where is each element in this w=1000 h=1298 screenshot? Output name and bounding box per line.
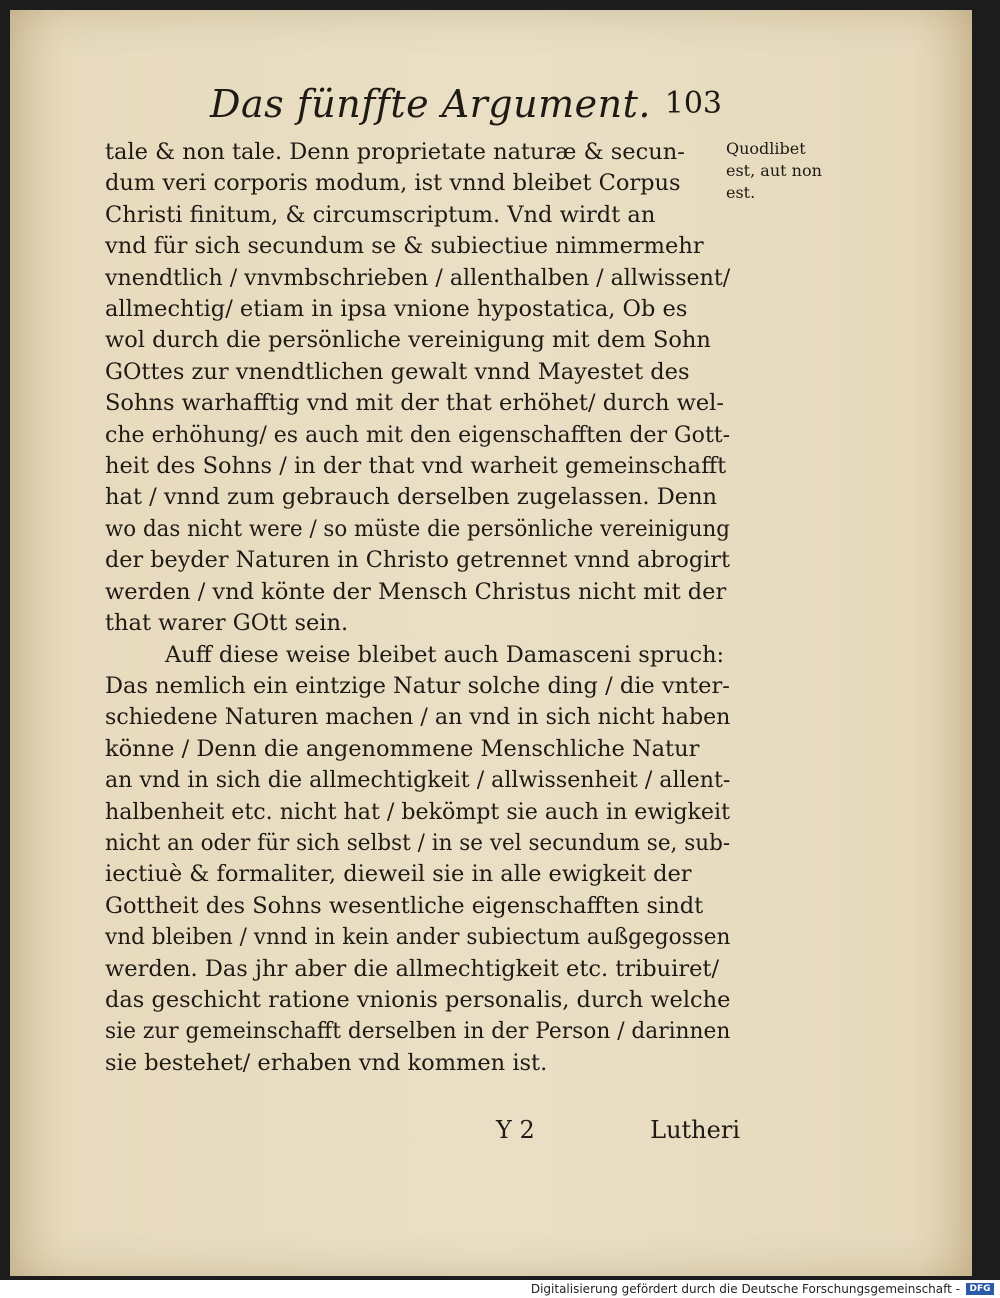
- catchword: Lutheri: [650, 1116, 740, 1144]
- text-line: wol durch die persönliche vereinigung mit dem Sohn: [105, 327, 711, 354]
- text-line: wo das nicht were / so müste die persönliche vereinigung: [105, 515, 730, 542]
- text-line: heit des Sohns / in der that vnd warheit gemeinschafft: [105, 453, 727, 480]
- text-line: Gottheit des Sohns wesentliche eigenschafften sindt: [105, 892, 704, 919]
- page-header: [210, 82, 730, 130]
- marginal-note-line: Quodlibet: [726, 139, 806, 158]
- running-title: Das fünffte Argument.: [210, 82, 651, 126]
- text-line: werden. Das jhr aber die allmechtigkeit etc. tribuiret/: [105, 955, 720, 982]
- funding-credit: Digitalisierung gefördert durch die Deutsche Forschungsgemeinschaft -: [530, 1282, 960, 1296]
- text-line: iectiuè & formaliter, dieweil sie in alle ewigkeit der: [105, 861, 692, 888]
- text-line: werden / vnd könte der Mensch Christus nicht mit der: [105, 578, 727, 605]
- body-text: [105, 137, 730, 1079]
- page-number: 103: [664, 86, 722, 121]
- digitization-footer: [0, 1280, 1000, 1298]
- marginal-note-line: est, aut non: [726, 161, 822, 180]
- signature-mark: Y 2: [496, 1116, 535, 1144]
- text-line: der beyder Naturen in Christo getrennet vnnd abrogirt: [105, 547, 730, 574]
- text-line: tale & non tale. Denn proprietate naturæ & secun-: [105, 139, 685, 165]
- text-line: sie bestehet/ erhaben vnd kommen ist.: [105, 1049, 548, 1076]
- text-line: könne / Denn die angenommene Menschliche Natur: [105, 735, 700, 762]
- dfg-logo: DFG: [966, 1283, 994, 1295]
- text-line: vnendtlich / vnvmbschrieben / allenthalben / allwissent/: [105, 264, 731, 291]
- text-line: schiedene Naturen machen / an vnd in sich nicht haben: [105, 704, 731, 731]
- text-line: Sohns warhafftig vnd mit der that erhöhet/ durch wel-: [105, 390, 724, 417]
- text-line: hat / vnnd zum gebrauch derselben zugelassen. Denn: [105, 484, 718, 511]
- text-line: GOttes zur vnendtlichen gewalt vnnd Mayestet des: [105, 358, 690, 385]
- text-line: vnd bleiben / vnnd in kein ander subiectum außgegossen: [105, 924, 731, 951]
- text-line: Christi finitum, & circumscriptum. Vnd wirdt an: [105, 201, 656, 228]
- marginal-note: [726, 138, 836, 204]
- text-line: Das nemlich ein eintzige Natur solche ding / die vnter-: [105, 672, 730, 699]
- text-line: che erhöhung/ es auch mit den eigenschafften der Gott-: [105, 421, 731, 448]
- paragraph-start-line: Auff diese weise bleibet auch Damasceni spruch:: [165, 641, 725, 668]
- book-page: [10, 10, 972, 1276]
- text-line: dum veri corporis modum, ist vnnd bleibet Corpus: [105, 170, 681, 197]
- text-line: that warer GOtt sein.: [105, 610, 349, 637]
- text-line: allmechtig/ etiam in ipsa vnione hypostatica, Ob es: [105, 296, 688, 323]
- text-line: das geschicht ratione vnionis personalis, durch welche: [105, 986, 731, 1013]
- text-line: halbenheit etc. nicht hat / bekömpt sie auch in ewigkeit: [105, 798, 730, 825]
- text-line: vnd für sich secundum se & subiectiue nimmermehr: [105, 233, 704, 260]
- text-line: an vnd in sich die allmechtigkeit / allwissenheit / allent-: [105, 767, 731, 794]
- text-line: sie zur gemeinschafft derselben in der Person / darinnen: [105, 1018, 731, 1045]
- marginal-note-line: est.: [726, 183, 756, 202]
- text-line: nicht an oder für sich selbst / in se vel secundum se, sub-: [105, 829, 731, 856]
